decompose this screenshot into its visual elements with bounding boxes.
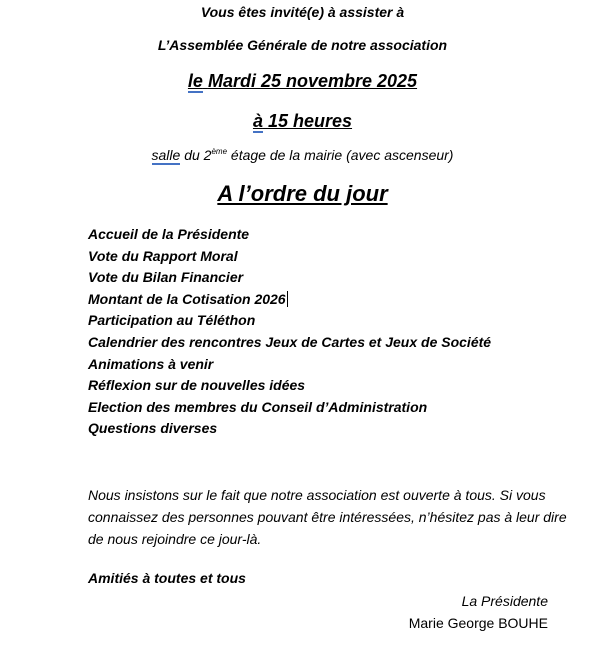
signature-name: Marie George BOUHE <box>408 615 548 631</box>
agenda-item: Accueil de la Présidente <box>88 226 250 242</box>
meeting-date <box>0 72 605 90</box>
agenda-item: Animations à venir <box>88 355 214 372</box>
meeting-time <box>0 112 605 130</box>
invitation-intro: Vous êtes invité(e) à assister à <box>200 4 405 20</box>
agenda-item: Vote du Rapport Moral <box>88 247 238 264</box>
time-prefix: à <box>252 111 263 131</box>
meeting-venue <box>0 148 605 162</box>
agenda-item-with-cursor[interactable] <box>88 291 491 313</box>
assembly-title: L’Assemblée Générale de notre association <box>157 37 448 53</box>
text-cursor <box>287 291 288 307</box>
agenda-item: Réflexion sur de nouvelles idées <box>88 377 306 394</box>
agenda-item-text: Montant de la Cotisation 2026 <box>88 290 286 307</box>
agenda-item: Participation au Téléthon <box>88 312 256 329</box>
agenda-item: Vote du Bilan Financier <box>88 269 244 286</box>
venue-word: salle <box>151 147 181 163</box>
venue-description: étage de la mairie (avec ascenseur) <box>230 147 454 163</box>
agenda-list <box>88 226 491 442</box>
agenda-item: Questions diverses <box>88 420 218 437</box>
time-value: 15 heures <box>267 111 353 131</box>
agenda-title: A l’ordre du jour <box>217 181 388 206</box>
date-prefix: le <box>187 71 203 91</box>
agenda-item: Election des membres du Conseil d’Administration <box>88 398 428 415</box>
message-paragraph: Nous insistons sur le fait que notre association est ouverte à tous. Si vous connaissez des personnes pouvant être intéressées, n’hésitez pas à leur dire de nous rejoindre ce jour-là. <box>88 487 567 547</box>
signature-role: La Présidente <box>461 593 548 609</box>
closing-greeting: Amitiés à toutes et tous <box>88 570 246 586</box>
agenda-item: Calendrier des rencontres Jeux de Cartes et Jeux de Société <box>88 333 492 350</box>
venue-floor: du 2 <box>184 147 212 163</box>
date-value: Mardi 25 novembre 2025 <box>207 71 418 91</box>
venue-floor-suffix: ème <box>211 147 228 156</box>
